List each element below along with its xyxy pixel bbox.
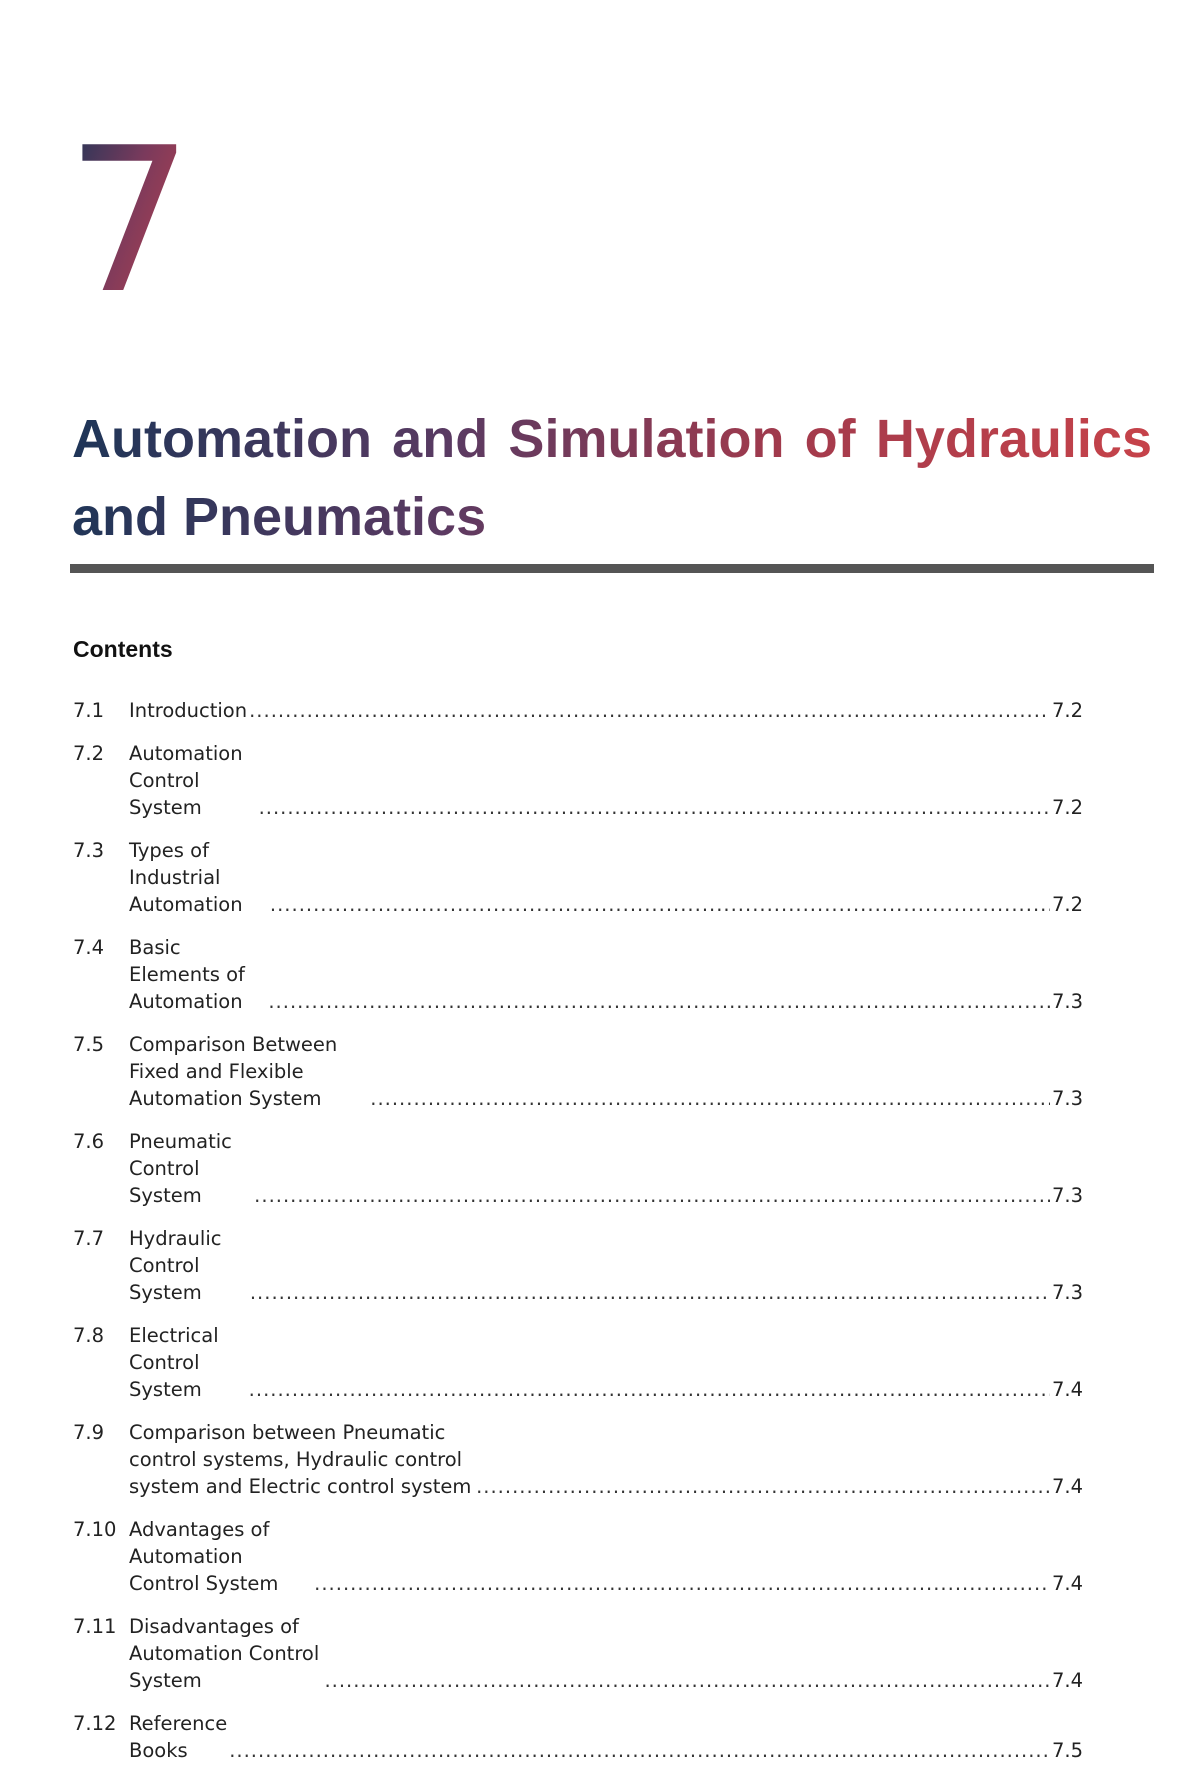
toc-entry-number: 7.1 <box>73 699 105 722</box>
chapter-title: Automation and Simulation of Hydraulics and Pneumatics <box>72 400 1152 556</box>
toc-entry-number: 7.8 <box>73 1324 105 1347</box>
toc-dot-leader <box>268 988 1050 1015</box>
toc-dot-leader <box>324 1667 1050 1694</box>
toc-entry-page: 7.3 <box>1051 990 1083 1013</box>
table-of-contents <box>73 697 1083 1780</box>
toc-entry-title: Automation Control System <box>129 742 243 819</box>
toc-entry[interactable] <box>73 934 1083 1015</box>
toc-entry-page: 7.4 <box>1051 1378 1083 1401</box>
toc-entry-title: Hydraulic Control System <box>129 1227 222 1304</box>
toc-dot-leader <box>476 1473 1050 1500</box>
toc-entry-number: 7.10 <box>73 1518 117 1541</box>
toc-entry[interactable] <box>73 1419 1083 1500</box>
title-divider <box>70 564 1154 573</box>
toc-dot-leader <box>249 1376 1050 1403</box>
toc-dot-leader <box>249 697 1050 724</box>
chapter-number: 7 <box>66 105 194 338</box>
toc-entry-title: Types of Industrial Automation <box>129 839 243 916</box>
toc-entry[interactable] <box>73 1516 1083 1597</box>
toc-entry-page: 7.2 <box>1051 893 1083 916</box>
toc-entry[interactable] <box>73 1031 1083 1112</box>
toc-dot-leader <box>370 1085 1050 1112</box>
toc-entry-title: Introduction <box>129 699 248 722</box>
toc-entry-number: 7.7 <box>73 1227 105 1250</box>
toc-entry-number: 7.5 <box>73 1033 105 1056</box>
toc-entry-page: 7.5 <box>1051 1739 1083 1762</box>
toc-entry[interactable] <box>73 1322 1083 1403</box>
toc-entry-page: 7.3 <box>1051 1087 1083 1110</box>
toc-entry[interactable] <box>73 740 1083 821</box>
toc-entry-title: Electrical Control System <box>129 1324 219 1401</box>
toc-entry-page: 7.3 <box>1051 1184 1083 1207</box>
toc-entry[interactable] <box>73 837 1083 918</box>
toc-dot-leader <box>229 1737 1050 1764</box>
toc-entry-title: Comparison Between Fixed and Flexible Automation System <box>129 1033 338 1110</box>
toc-entry-title: Pneumatic Control System <box>129 1130 232 1207</box>
toc-entry-page: 7.4 <box>1051 1572 1083 1595</box>
toc-entry-number: 7.9 <box>73 1421 105 1444</box>
toc-entry-title: Advantages of Automation Control System <box>129 1518 279 1595</box>
toc-entry-number: 7.11 <box>73 1615 117 1638</box>
toc-entry-number: 7.12 <box>73 1712 117 1735</box>
toc-entry-page: 7.2 <box>1051 699 1083 722</box>
toc-entry-number: 7.2 <box>73 742 105 765</box>
toc-entry-page: 7.2 <box>1051 796 1083 819</box>
toc-entry-page: 7.4 <box>1051 1669 1083 1692</box>
toc-entry[interactable] <box>73 697 1083 724</box>
toc-dot-leader <box>314 1570 1050 1597</box>
toc-entry-number: 7.3 <box>73 839 105 862</box>
toc-dot-leader <box>270 891 1050 918</box>
toc-entry-number: 7.4 <box>73 936 105 959</box>
toc-entry[interactable] <box>73 1613 1083 1694</box>
contents-heading: Contents <box>73 636 173 662</box>
toc-entry-title: Comparison between Pneumatic control systems, Hydraulic control system and Electric control system <box>129 1421 472 1498</box>
toc-dot-leader <box>254 1182 1050 1209</box>
toc-dot-leader <box>259 794 1050 821</box>
toc-entry-page: 7.4 <box>1051 1475 1083 1498</box>
toc-entry-title: Disadvantages of Automation Control System <box>129 1615 320 1692</box>
toc-entry-page: 7.3 <box>1051 1281 1083 1304</box>
toc-entry[interactable] <box>73 1225 1083 1306</box>
toc-entry[interactable] <box>73 1710 1083 1764</box>
toc-entry-title: Basic Elements of Automation <box>129 936 245 1013</box>
toc-dot-leader <box>250 1279 1050 1306</box>
toc-entry-number: 7.6 <box>73 1130 105 1153</box>
toc-entry[interactable] <box>73 1128 1083 1209</box>
toc-entry-title: Reference Books <box>129 1712 228 1762</box>
